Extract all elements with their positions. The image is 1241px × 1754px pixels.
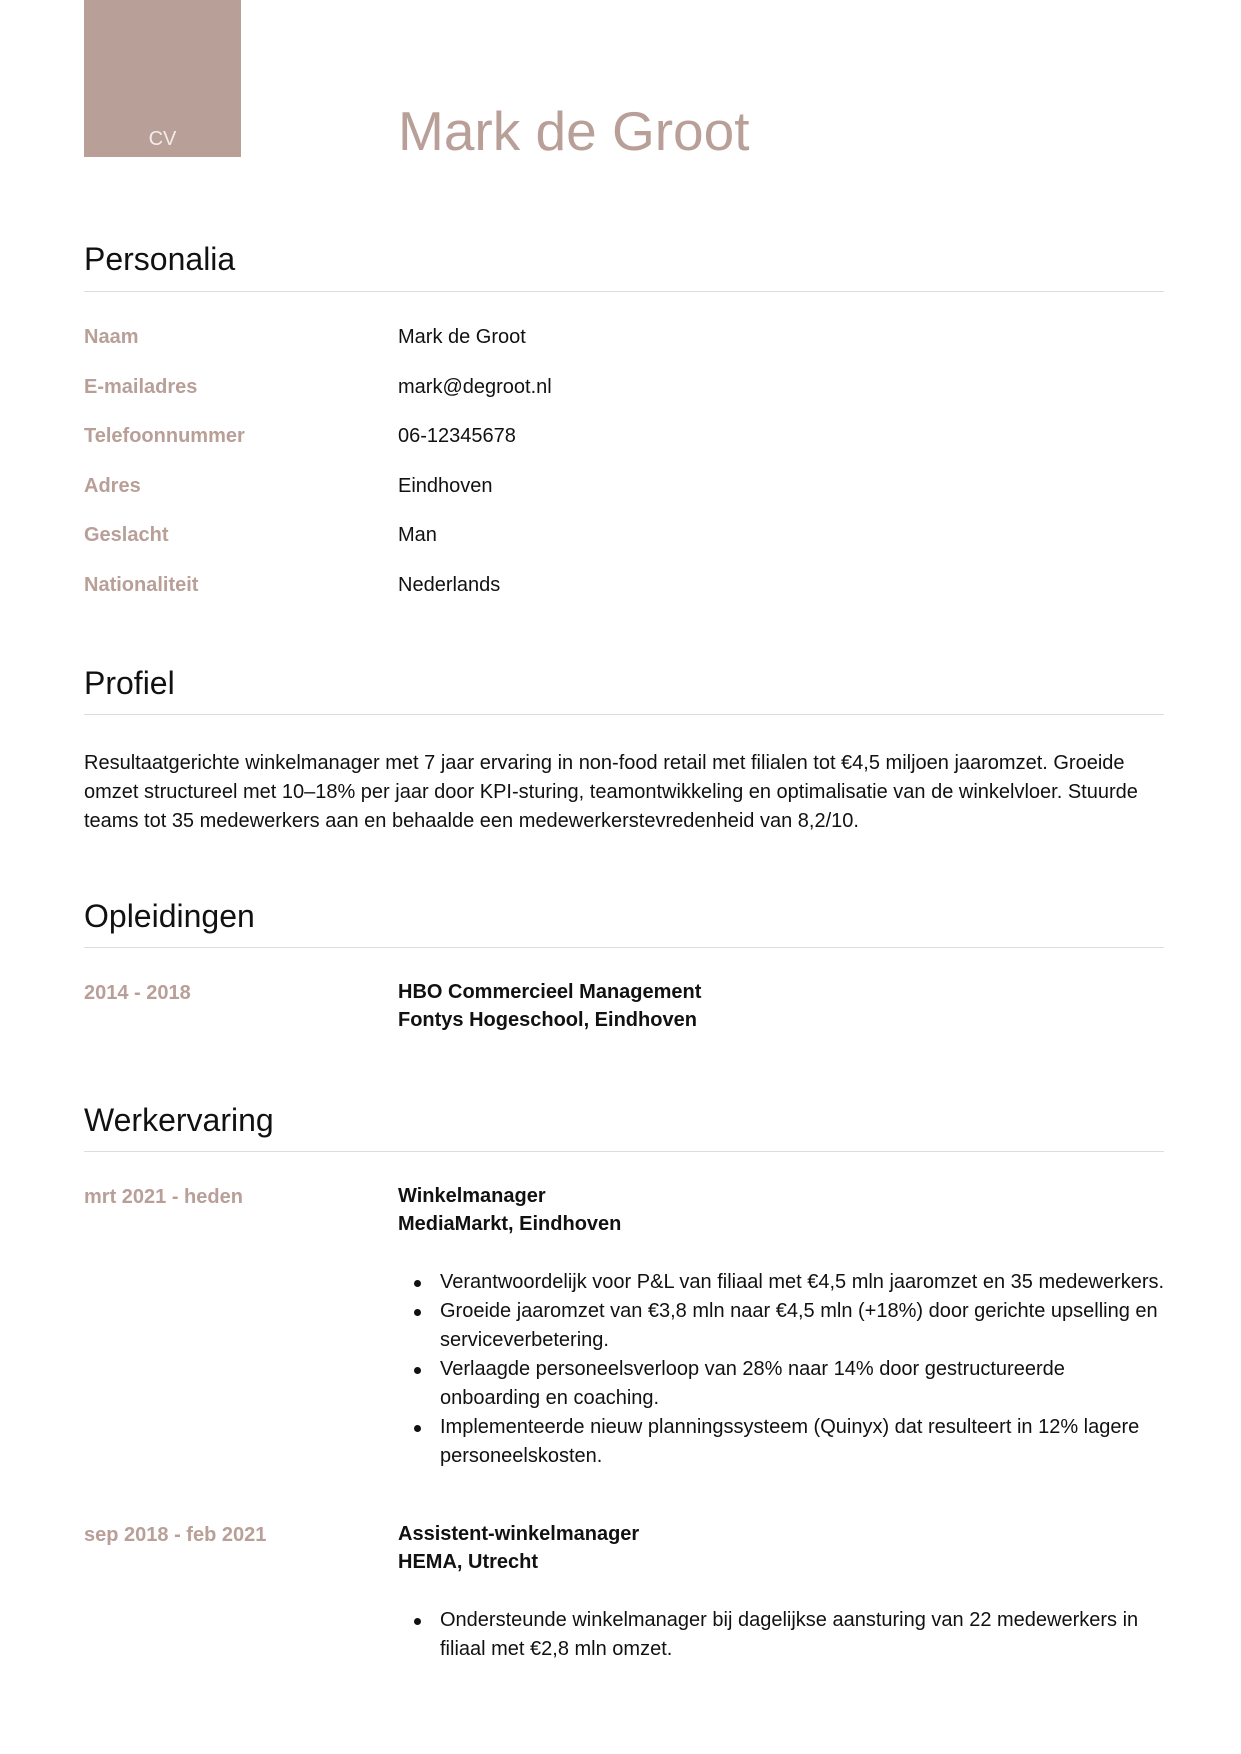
job-achievements [398, 1606, 1168, 1664]
job-role: Assistent-winkelmanager [398, 1523, 640, 1545]
list-item [398, 1606, 1168, 1664]
section-title-profiel: Profiel [84, 665, 175, 701]
list-item [398, 1413, 1168, 1471]
label-telefoon: Telefoonnummer [84, 425, 245, 447]
bullet-text: Verlaagde personeelsverloop van 28% naar 14% door gestructureerde onboarding en coaching. [440, 1358, 1065, 1409]
value-nationaliteit: Nederlands [398, 574, 501, 596]
bullet-icon [414, 1309, 421, 1316]
bullet-text: Verantwoordelijk voor P&L van filiaal met €4,5 mln jaaromzet en 35 medewerkers. [440, 1271, 1165, 1293]
label-geslacht: Geslacht [84, 524, 169, 546]
value-email: mark@degroot.nl [398, 376, 552, 398]
job-company: HEMA, Utrecht [398, 1551, 539, 1573]
value-naam: Mark de Groot [398, 326, 526, 348]
label-naam: Naam [84, 326, 139, 348]
section-divider [84, 291, 1164, 292]
bullet-icon [414, 1618, 421, 1625]
list-item [398, 1297, 1168, 1355]
education-institution: Fontys Hogeschool, Eindhoven [398, 1009, 697, 1031]
education-degree: HBO Commercieel Management [398, 981, 702, 1003]
value-adres: Eindhoven [398, 475, 493, 497]
value-telefoon: 06-12345678 [398, 425, 516, 447]
cv-photo-placeholder [84, 0, 241, 157]
section-title-personalia: Personalia [84, 241, 236, 277]
job-company: MediaMarkt, Eindhoven [398, 1213, 622, 1235]
candidate-name: Mark de Groot [398, 100, 750, 162]
section-divider [84, 1151, 1164, 1152]
bullet-text: Implementeerde nieuw planningssysteem (Quinyx) dat resulteert in 12% lagere personeelskosten. [440, 1416, 1140, 1467]
education-period: 2014 - 2018 [84, 982, 191, 1004]
photo-label: CV [148, 128, 177, 150]
label-nationaliteit: Nationaliteit [84, 574, 199, 596]
job-period: sep 2018 - feb 2021 [84, 1524, 267, 1546]
label-email: E-mailadres [84, 376, 198, 398]
bullet-icon [414, 1425, 421, 1432]
profile-summary: Resultaatgerichte winkelmanager met 7 jaar ervaring in non-food retail met filialen tot €4,5 miljoen jaaromzet. Groeide omzet structureel met 10–18% per jaar door KPI-sturing, teamontwikkeling en optimalisatie van de winkelvloer. Stuurde teams tot 35 medewerkers aan en behaalde een medewerkerstevredenheid van 8,2/10. [84, 752, 1138, 832]
list-item [398, 1355, 1168, 1413]
section-divider [84, 947, 1164, 948]
bullet-text: Groeide jaaromzet van €3,8 mln naar €4,5 mln (+18%) door gerichte upselling en serviceverbetering. [440, 1300, 1158, 1351]
section-divider [84, 714, 1164, 715]
bullet-text: Ondersteunde winkelmanager bij dagelijkse aansturing van 22 medewerkers in filiaal met €2,8 mln omzet. [440, 1609, 1139, 1660]
list-item [398, 1268, 1168, 1297]
job-achievements [398, 1268, 1168, 1471]
job-period: mrt 2021 - heden [84, 1186, 243, 1208]
bullet-icon [414, 1367, 421, 1374]
job-role: Winkelmanager [398, 1185, 546, 1207]
section-title-werkervaring: Werkervaring [84, 1102, 274, 1138]
bullet-icon [414, 1280, 421, 1287]
label-adres: Adres [84, 475, 141, 497]
value-geslacht: Man [398, 524, 437, 546]
section-title-opleidingen: Opleidingen [84, 898, 255, 934]
